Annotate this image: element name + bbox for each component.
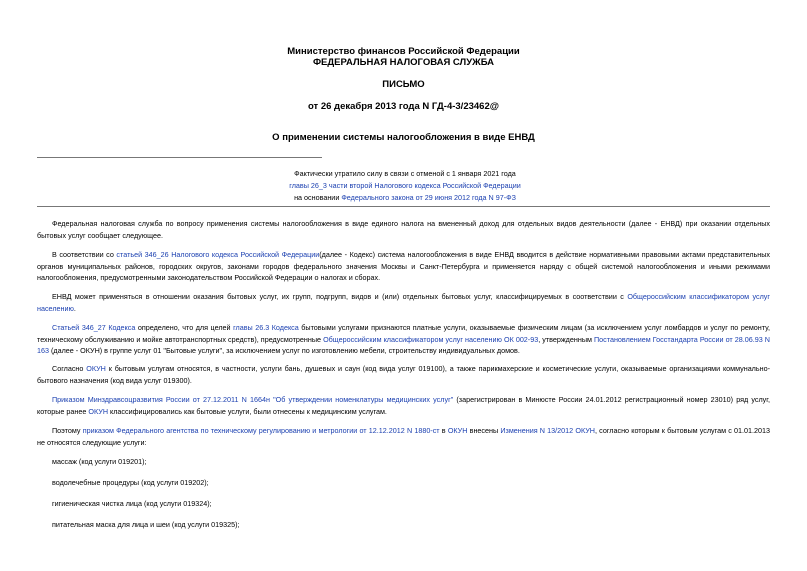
okun-link-2[interactable]: ОКУН xyxy=(88,406,109,416)
service-title: ФЕДЕРАЛЬНАЯ НАЛОГОВАЯ СЛУЖБА xyxy=(312,57,495,68)
list-item: гигиеническая чистка лица (код услуги 019324); xyxy=(52,499,212,508)
chapter-26-3-code-link[interactable]: главы 26.3 Кодекса xyxy=(233,323,299,332)
ministry-title: Министерство финансов Российской Федерации xyxy=(287,46,520,57)
status-note-line2 xyxy=(230,180,580,191)
okun-link-3[interactable]: ОКУН xyxy=(447,426,468,435)
chapter-26-3-link[interactable]: главы 26_3 части второй Налогового кодекса Российской Федерации xyxy=(289,181,521,190)
okun-classifier-link[interactable]: Общероссийским классификатором услуг населению xyxy=(37,292,770,313)
paragraph-6: Приказом Минздравсоцразвития России от 27.12.2011 N 1664н "Об утверждении номенклатуры медицинских услуг" (зарегистрирован в Минюсте России 24.01.2012 регистрационный номер 23010) ряд услуг, которые ранее ОКУН классифицировались как бытовые услуги, были отнесены к медицинским услугам. xyxy=(37,395,770,416)
status-note-line1: Фактически утратило силу в связи с отменой с 1 января 2021 года xyxy=(294,169,516,178)
paragraph-3: ЕНВД может применяться в отношении оказания бытовых услуг, их групп, подгрупп, видов и (или) отдельных бытовых услуг, классифицируемых в соответствии с Общероссийским классификатором услуг населению. xyxy=(37,292,770,313)
federal-law-97-link[interactable]: Федерального закона от 29 июня 2012 года N 97-ФЗ xyxy=(341,193,516,202)
separator-full xyxy=(37,206,770,207)
list-item: массаж (код услуги 019201); xyxy=(52,457,147,466)
changes-13-2012-link[interactable]: Изменения N 13/2012 ОКУН xyxy=(500,426,595,435)
doc-type: ПИСЬМО xyxy=(382,79,425,90)
list-item: питательная маска для лица и шеи (код услуги 019325); xyxy=(52,520,240,529)
doc-subject: О применении системы налогообложения в виде ЕНВД xyxy=(272,132,535,143)
paragraph-5: Согласно ОКУН к бытовым услугам относятся, в частности, услуги бань, душевых и саун (код вида услуг 019100), а также парикмахерские и косметические услуги, оказываемые организациями коммунально-бытового назначения (код вида услуг 019300). xyxy=(37,364,770,385)
paragraph-4: Статьей 346_27 Кодекса определено, что для целей главы 26.3 Кодекса бытовыми услугами признаются платные услуги, оказываемые физическим лицам (за исключением услуг ломбардов и услуг по ремонту, техническому обслуживанию и мойке автотранспортных средств), предусмотренные Общероссийским классификатором услуг населению ОК 002-93, утвержденным Постановлением Госстандарта России от 28.06.93 N 163 (далее - ОКУН) в группе услуг 01 "Бытовые услуги", за исключением услуг по изготовлению мебели, строительству индивидуальных домов. xyxy=(37,323,770,356)
article-346-26-link[interactable]: статьей 346_26 Налогового кодекса Российской Федерации xyxy=(116,250,320,259)
article-346-27-link[interactable]: Статьей 346_27 Кодекса xyxy=(52,323,136,332)
order-1664n-link[interactable]: Приказом Минздравсоцразвития России от 27.12.2011 N 1664н "Об утверждении номенклатуры медицинских услуг" xyxy=(52,395,454,404)
list-item: водолечебные процедуры (код услуги 019202); xyxy=(52,478,209,487)
ok-002-93-link[interactable]: Общероссийским классификатором услуг населению ОК 002-93 xyxy=(323,334,539,344)
paragraph-2: В соответствии со статьей 346_26 Налогового кодекса Российской Федерации(далее - Кодекс) система налогообложения в виде ЕНВД вводится в действие нормативными правовыми актами представительных органов муниципальных районов, городских округов, законами городов федерального значения Москвы и Санкт-Петербурга и применяется наряду с общей системой налогообложения и иными режимами налогообложения, предусмотренными законодательством Российской Федерации о налогах и сборах. xyxy=(37,250,770,283)
order-1880-st-link[interactable]: приказом Федерального агентства по техническому регулированию и метрологии от 12.12.2012 N 1880-ст xyxy=(82,426,440,435)
status-note-line3: на основании Федерального закона от 29 июня 2012 года N 97-ФЗ xyxy=(294,193,516,202)
okun-link-1[interactable]: ОКУН xyxy=(86,364,106,373)
gosstandart-163-link[interactable]: Постановлением Госстандарта России от 28.06.93 N 163 xyxy=(37,334,770,356)
doc-date-number: от 26 декабря 2013 года N ГД-4-3/23462@ xyxy=(307,101,499,112)
paragraph-7: Поэтому приказом Федерального агентства по техническому регулированию и метрологии от 12.12.2012 N 1880-ст в ОКУН внесены Изменения N 13/2012 ОКУН, согласно которым к бытовым услугам с 01.01.2013 не относятся следующие услуги: xyxy=(37,426,771,447)
paragraph-1: Федеральная налоговая служба по вопросу применения системы налогообложения в виде единого налога на вмененный доход для отдельных видов деятельности (далее - ЕНВД) при оказании отдельных бытовых услуг сообщает следующее. xyxy=(37,219,770,240)
separator-short xyxy=(37,157,322,158)
